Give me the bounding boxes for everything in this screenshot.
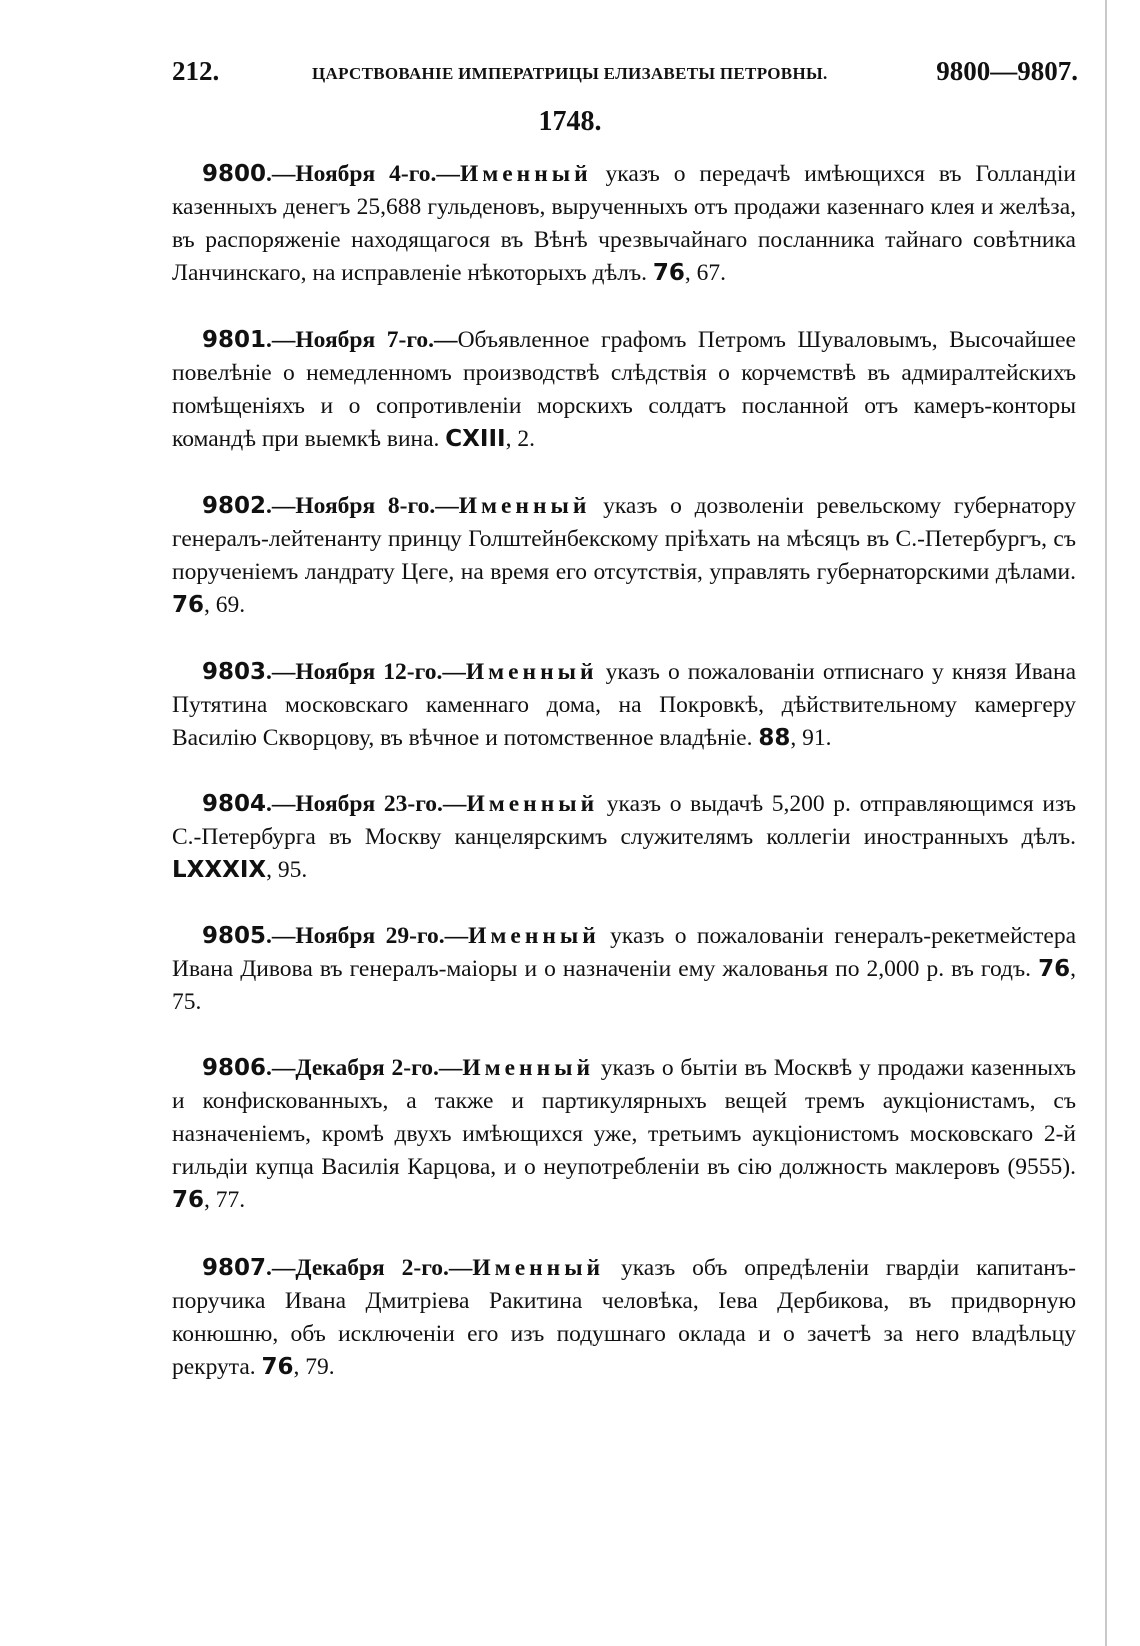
entry-date: .—Ноября 12-го.—	[266, 659, 466, 685]
entry-9807	[172, 1252, 1076, 1384]
entry-number: 9803	[202, 659, 267, 685]
entry-volume: 88	[758, 725, 791, 751]
entry-date: .—Ноября 23-го.—	[266, 791, 467, 817]
page-number: 212.	[172, 56, 220, 86]
entry-text: указъ о выдачѣ 5,200 р. отправляющимся изъ С.-Петербурга въ Москву канцелярскимъ служителямъ коллегіи иностранныхъ дѣлъ.	[172, 791, 1076, 850]
entry-date: .—Ноября 8-го.—	[266, 493, 459, 519]
entry-9803	[172, 656, 1076, 755]
entry-9804	[172, 788, 1076, 887]
entry-page: , 95.	[266, 857, 308, 883]
entry-number: 9807	[202, 1255, 267, 1281]
entry-text: Объявленное графомъ Петромъ Шуваловымъ, Высочайшее повелѣніе о немедленномъ производствѣ слѣдствія о корчемствѣ въ адмиралтейскихъ помѣщеніяхъ и о сопротивленіи морскихъ солдатъ посланной отъ камеръ-конторы командѣ при выемкѣ вина.	[172, 327, 1076, 452]
entry-number: 9804	[202, 791, 267, 817]
entry-date: .—Декабря 2-го.—	[266, 1255, 473, 1281]
entry-page: , 79.	[293, 1354, 335, 1380]
running-title: ЦАРСТВОВАНІЕ ИМПЕРАТРИЦЫ ЕЛИЗАВЕТЫ ПЕТРОВНЫ.	[312, 64, 828, 83]
entry-9806	[172, 1052, 1076, 1217]
entry-text: указъ о пожалованіи отписнаго у князя Ивана Путятина московскаго каменнаго дома, на Покровкѣ, дѣйствительному камергеру Василію Скворцову, въ вѣчное и потомственное владѣніе.	[172, 659, 1076, 751]
entry-kind: Именный	[458, 493, 591, 519]
entry-volume: 76	[1038, 956, 1071, 982]
entry-number: 9802	[202, 493, 267, 519]
entry-kind: Именный	[466, 791, 599, 817]
entry-9805	[172, 920, 1076, 1019]
entry-kind: Именный	[468, 923, 600, 949]
entry-volume: 76	[172, 592, 205, 618]
entry-text: указъ о пожалованіи генералъ-рекетмейстера Ивана Дивова въ генералъ-маіоры и о назначеніи ему жалованья по 2,000 р. въ годъ.	[172, 923, 1076, 982]
entry-9801	[172, 324, 1076, 456]
entry-date: .—Ноября 29-го.—	[266, 923, 469, 949]
year-heading: 1748.	[538, 106, 602, 137]
entry-volume: 76	[172, 1187, 205, 1213]
entry-date: .—Декабря 2-го.—	[266, 1055, 463, 1081]
entry-kind: Именный	[459, 161, 592, 187]
entry-number: 9801	[202, 327, 267, 353]
entry-page: , 69.	[204, 592, 246, 618]
entry-number: 9800	[202, 161, 267, 187]
entry-date: .—Ноября 4-го.—	[266, 161, 460, 187]
entry-volume: LXXXIX	[172, 857, 267, 883]
entry-page: , 67.	[684, 260, 727, 286]
entry-kind: Именный	[462, 1055, 595, 1081]
entry-9800	[172, 158, 1076, 290]
entry-kind: Именный	[472, 1255, 605, 1281]
entry-number: 9805	[202, 923, 267, 949]
entry-text: указъ о бытіи въ Москвѣ у продажи казенныхъ и конфискованныхъ, а также и партикулярныхъ вещей тремъ аукціонистамъ, съ назначеніемъ, кромѣ двухъ имѣющихся уже, третьимъ аукціонистомъ московскаго 2-й гильдіи купца Василія Карцова, и о неупотребленіи въ сію должность маклеровъ (9555).	[172, 1055, 1076, 1180]
entry-text: указъ о передачѣ имѣющихся въ Голландіи казенныхъ денегъ 25,688 гульденовъ, вырученныхъ отъ продажи казеннаго клея и желѣза, въ распоряженіе находящагося въ Вѣнѣ чрезвычайнаго посланника тайнаго совѣтника Ланчинскаго, на исправленіе нѣкоторыхъ дѣлъ.	[172, 161, 1076, 286]
entry-page: , 77.	[204, 1187, 246, 1213]
entry-page: , 91.	[790, 725, 832, 751]
entry-page: , 75.	[172, 956, 1076, 1015]
entry-number: 9806	[202, 1055, 267, 1081]
entry-kind: Именный	[465, 659, 598, 685]
entry-range: 9800—9807.	[936, 56, 1078, 86]
entry-date: .—Ноября 7-го.—	[266, 327, 458, 353]
entry-page: , 2.	[505, 426, 535, 452]
entry-text: указъ объ опредѣленіи гвардіи капитанъ-поручика Ивана Дмитріева Ракитина человѣка, Іева Дербикова, въ придворную конюшню, объ исключеніи его изъ подушнаго оклада и о зачетѣ за него владѣльцу рекрута.	[172, 1255, 1076, 1380]
entry-volume: 76	[261, 1354, 294, 1380]
page-edge-line	[1105, 0, 1107, 1646]
entry-9802	[172, 490, 1076, 622]
entry-volume: 76	[652, 260, 685, 286]
entry-text: указъ о дозволеніи ревельскому губернатору генералъ-лейтенанту принцу Голштейнбекскому пріѣхать на мѣсяцъ въ С.-Петербургъ, съ порученіемъ ландрату Цеге, на время его отсутствія, управлять губернаторскими дѣлами.	[172, 493, 1076, 585]
entry-volume: CXIII	[445, 426, 506, 452]
running-header	[172, 56, 1078, 96]
